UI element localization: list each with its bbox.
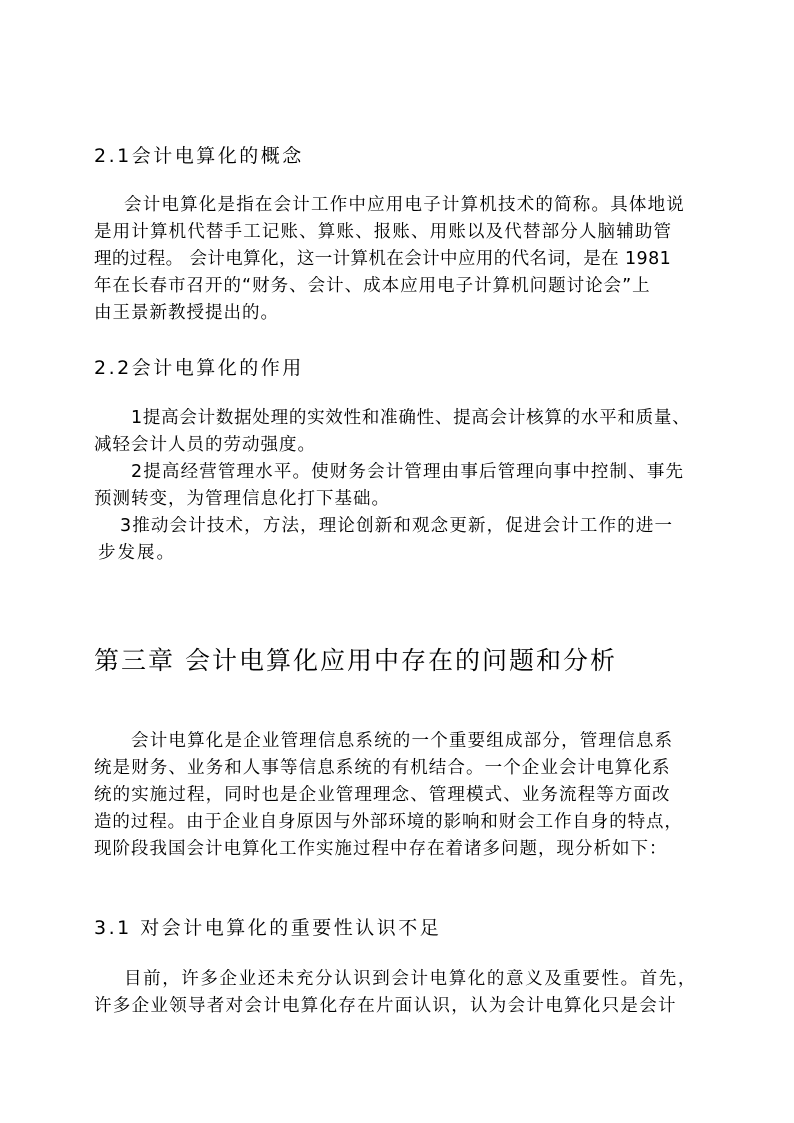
- paragraph-line: 造的过程。由于企业自身原因与外部环境的影响和财会工作自身的特点，: [94, 812, 683, 832]
- paragraph-line: 目前，许多企业还未充分认识到会计电算化的意义及重要性。首先，: [124, 969, 697, 989]
- paragraph-line: 年在长春市召开的“财务、会计、成本应用电子计算机问题讨论会”上: [94, 276, 651, 296]
- paragraph-line: 减轻会计人员的劳动强度。: [94, 435, 316, 455]
- section-heading-3-1: 3.1 对会计电算化的重要性认识不足: [94, 917, 442, 939]
- paragraph-line: 统的实施过程，同时也是企业管理理念、管理模式、业务流程等方面改: [94, 785, 671, 805]
- paragraph-line: 理的过程。 会计电算化，这一计算机在会计中应用的代名词，是在 1981: [94, 249, 672, 269]
- section-heading-2-1: 2.1会计电算化的概念: [94, 145, 304, 167]
- paragraph-line: 统是财务、业务和人事等信息系统的有机结合。一个企业会计电算化系: [94, 758, 671, 778]
- paragraph-line: 许多企业领导者对会计电算化存在片面认识，认为会计电算化只是会计: [94, 996, 677, 1016]
- section-heading-2-2: 2.2会计电算化的作用: [94, 357, 304, 379]
- paragraph-line: 会计电算化是指在会计工作中应用电子计算机技术的简称。具体地说: [124, 195, 685, 215]
- paragraph-line: 现阶段我国会计电算化工作实施过程中存在着诸多问题，现分析如下：: [94, 839, 668, 859]
- paragraph-line: 会计电算化是企业管理信息系统的一个重要组成部分，管理信息系: [131, 731, 674, 751]
- chapter-heading-3: 第三章 会计电算化应用中存在的问题和分析: [94, 646, 617, 675]
- paragraph-line: 3推动会计技术，方法，理论创新和观念更新，促进会计工作的进一: [120, 516, 674, 536]
- paragraph-line: 由王景新教授提出的。: [94, 303, 279, 323]
- paragraph-line: 预测转变，为管理信息化打下基础。: [94, 489, 390, 509]
- paragraph-line: 1提高会计数据处理的实效性和准确性、提高会计核算的水平和质量、: [131, 408, 691, 428]
- paragraph-line: 步发展。: [98, 543, 176, 563]
- paragraph-line: 2提高经营管理水平。使财务会计管理由事后管理向事中控制、事先: [131, 462, 685, 482]
- paragraph-line: 是用计算机代替手工记账、算账、报账、用账以及代替部分人脑辅助管: [94, 222, 673, 242]
